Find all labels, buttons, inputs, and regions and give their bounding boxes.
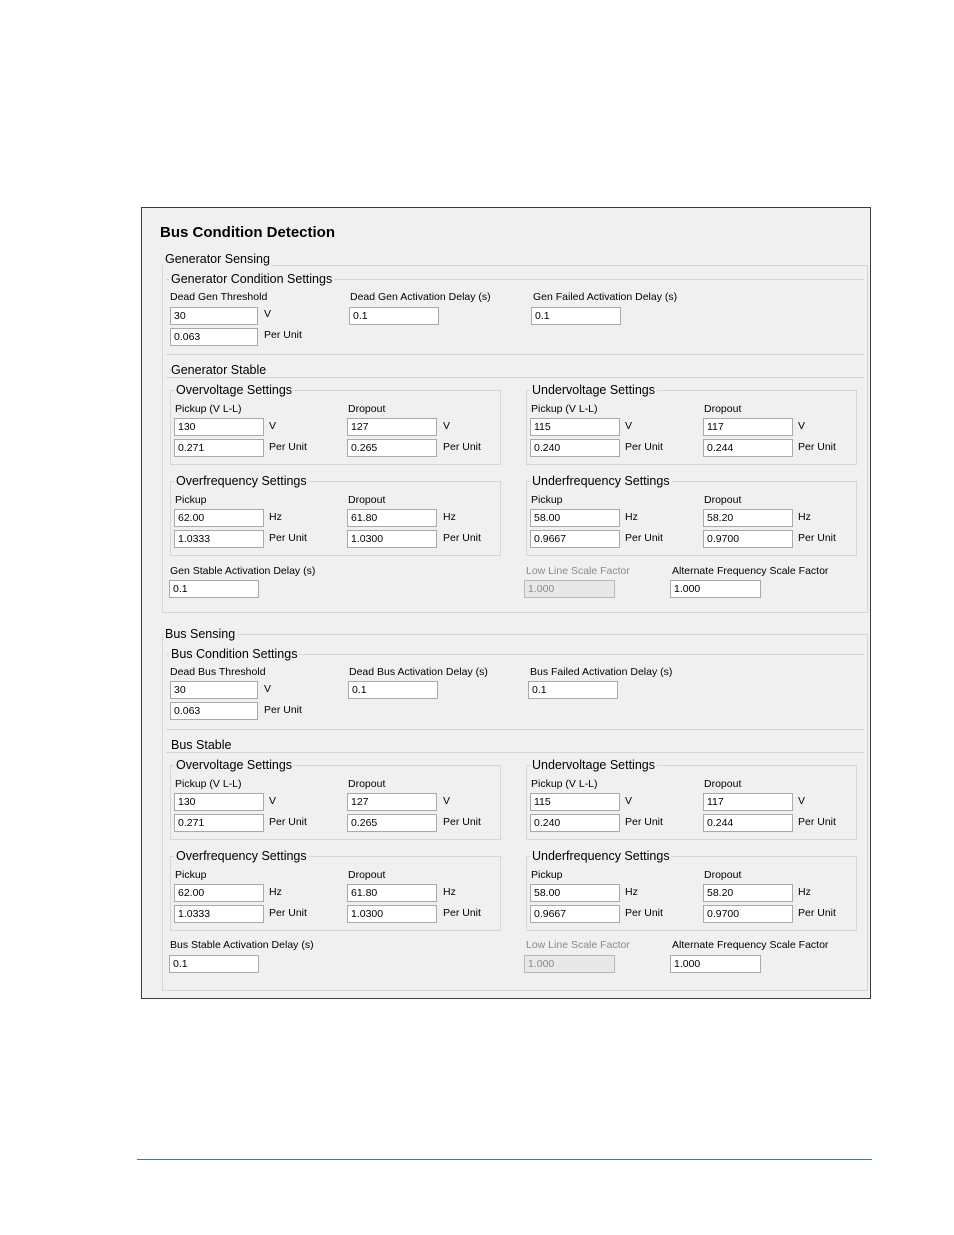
bus-of-dropout-hz-input[interactable] bbox=[347, 884, 437, 902]
unit-hertz: Hz bbox=[443, 511, 456, 523]
bus-low-line-scale-label: Low Line Scale Factor bbox=[526, 939, 630, 951]
unit-volts: V bbox=[798, 795, 806, 807]
unit-per-unit: Per Unit bbox=[269, 441, 307, 453]
page-footer-rule bbox=[137, 1159, 872, 1160]
gen-of-dropout-hz-input[interactable] bbox=[347, 509, 437, 527]
unit-hertz: Hz bbox=[798, 886, 811, 898]
unit-volts: V bbox=[264, 308, 272, 320]
bus-uv-dropout-v-input[interactable] bbox=[703, 793, 793, 811]
gen-failed-delay-input[interactable] bbox=[531, 307, 621, 325]
bus-ov-pickup-v-input[interactable] bbox=[174, 793, 264, 811]
unit-per-unit: Per Unit bbox=[798, 907, 836, 919]
unit-hertz: Hz bbox=[269, 511, 282, 523]
gen-uv-pickup-label: Pickup (V L-L) bbox=[531, 403, 598, 415]
dead-gen-delay-input[interactable] bbox=[349, 307, 439, 325]
dead-bus-threshold-v-input[interactable] bbox=[170, 681, 258, 699]
bus-ov-dropout-pu-input[interactable] bbox=[347, 814, 437, 832]
gen-stable-delay-input[interactable] bbox=[169, 580, 259, 598]
gen-uv-dropout-pu-input[interactable] bbox=[703, 439, 793, 457]
generator-stable-label: Generator Stable bbox=[171, 363, 267, 377]
gen-undervoltage-label: Undervoltage Settings bbox=[532, 383, 655, 397]
unit-hertz: Hz bbox=[269, 886, 282, 898]
gen-of-pickup-pu-input[interactable] bbox=[174, 530, 264, 548]
gen-underfrequency-label: Underfrequency Settings bbox=[532, 474, 670, 488]
bus-uf-pickup-pu-input[interactable] bbox=[530, 905, 620, 923]
dead-bus-threshold-pu-input[interactable] bbox=[170, 702, 258, 720]
gen-alt-freq-scale-label: Alternate Frequency Scale Factor bbox=[672, 565, 829, 577]
bus-uf-pickup-label: Pickup bbox=[531, 869, 563, 881]
panel-title: Bus Condition Detection bbox=[160, 224, 335, 241]
bus-uv-pickup-v-input[interactable] bbox=[530, 793, 620, 811]
bus-stable-divider bbox=[166, 752, 864, 753]
unit-volts: V bbox=[625, 420, 633, 432]
bus-alt-freq-scale-input[interactable] bbox=[670, 955, 761, 973]
unit-per-unit: Per Unit bbox=[443, 441, 481, 453]
bus-ov-pickup-pu-input[interactable] bbox=[174, 814, 264, 832]
unit-per-unit: Per Unit bbox=[269, 532, 307, 544]
gen-ov-dropout-pu-input[interactable] bbox=[347, 439, 437, 457]
unit-per-unit: Per Unit bbox=[625, 816, 663, 828]
gen-uv-pickup-pu-input[interactable] bbox=[530, 439, 620, 457]
bus-ov-dropout-label: Dropout bbox=[348, 778, 386, 790]
gen-ov-dropout-label: Dropout bbox=[348, 403, 386, 415]
bus-overfrequency-label: Overfrequency Settings bbox=[176, 849, 307, 863]
bus-condition-bottom-divider bbox=[166, 729, 864, 730]
gen-ov-dropout-v-input[interactable] bbox=[347, 418, 437, 436]
unit-per-unit: Per Unit bbox=[269, 907, 307, 919]
unit-per-unit: Per Unit bbox=[269, 816, 307, 828]
gen-uv-dropout-label: Dropout bbox=[704, 403, 742, 415]
gen-uf-pickup-label: Pickup bbox=[531, 494, 563, 506]
gen-of-pickup-hz-input[interactable] bbox=[174, 509, 264, 527]
bus-alt-freq-scale-label: Alternate Frequency Scale Factor bbox=[672, 939, 829, 951]
bus-uv-dropout-label: Dropout bbox=[704, 778, 742, 790]
dead-gen-threshold-v-input[interactable] bbox=[170, 307, 258, 325]
bus-underfrequency-label: Underfrequency Settings bbox=[532, 849, 670, 863]
unit-hertz: Hz bbox=[443, 886, 456, 898]
gen-uf-dropout-pu-input[interactable] bbox=[703, 530, 793, 548]
gen-ov-pickup-pu-input[interactable] bbox=[174, 439, 264, 457]
unit-per-unit: Per Unit bbox=[443, 532, 481, 544]
unit-per-unit: Per Unit bbox=[264, 329, 302, 341]
gen-of-dropout-label: Dropout bbox=[348, 494, 386, 506]
gen-alt-freq-scale-input[interactable] bbox=[670, 580, 761, 598]
bus-ov-pickup-label: Pickup (V L-L) bbox=[175, 778, 242, 790]
bus-ov-dropout-v-input[interactable] bbox=[347, 793, 437, 811]
unit-per-unit: Per Unit bbox=[625, 532, 663, 544]
gen-condition-bottom-divider bbox=[166, 354, 864, 355]
dead-bus-delay-input[interactable] bbox=[348, 681, 438, 699]
unit-per-unit: Per Unit bbox=[443, 907, 481, 919]
unit-hertz: Hz bbox=[625, 886, 638, 898]
unit-volts: V bbox=[269, 795, 277, 807]
unit-per-unit: Per Unit bbox=[443, 816, 481, 828]
unit-volts: V bbox=[625, 795, 633, 807]
bus-uf-dropout-hz-input[interactable] bbox=[703, 884, 793, 902]
bus-condition-detection-panel bbox=[141, 207, 871, 999]
gen-stable-divider bbox=[166, 377, 864, 378]
bus-uf-dropout-pu-input[interactable] bbox=[703, 905, 793, 923]
unit-volts: V bbox=[443, 420, 451, 432]
bus-undervoltage-label: Undervoltage Settings bbox=[532, 758, 655, 772]
gen-low-line-scale-label: Low Line Scale Factor bbox=[526, 565, 630, 577]
bus-sensing-label: Bus Sensing bbox=[165, 627, 236, 641]
gen-uv-pickup-v-input[interactable] bbox=[530, 418, 620, 436]
bus-of-dropout-pu-input[interactable] bbox=[347, 905, 437, 923]
gen-of-pickup-label: Pickup bbox=[175, 494, 207, 506]
gen-uf-dropout-label: Dropout bbox=[704, 494, 742, 506]
gen-uf-dropout-hz-input[interactable] bbox=[703, 509, 793, 527]
bus-overvoltage-label: Overvoltage Settings bbox=[176, 758, 293, 772]
gen-condition-settings-label: Generator Condition Settings bbox=[171, 272, 333, 286]
bus-stable-delay-label: Bus Stable Activation Delay (s) bbox=[170, 939, 314, 951]
gen-uf-pickup-pu-input[interactable] bbox=[530, 530, 620, 548]
gen-failed-delay-label: Gen Failed Activation Delay (s) bbox=[533, 291, 678, 303]
dead-gen-delay-label: Dead Gen Activation Delay (s) bbox=[350, 291, 491, 303]
bus-failed-delay-input[interactable] bbox=[528, 681, 618, 699]
unit-volts: V bbox=[269, 420, 277, 432]
dead-bus-delay-label: Dead Bus Activation Delay (s) bbox=[349, 666, 488, 678]
unit-hertz: Hz bbox=[625, 511, 638, 523]
bus-of-dropout-label: Dropout bbox=[348, 869, 386, 881]
bus-low-line-scale-input bbox=[524, 955, 615, 973]
unit-per-unit: Per Unit bbox=[798, 532, 836, 544]
bus-failed-delay-label: Bus Failed Activation Delay (s) bbox=[530, 666, 673, 678]
gen-uf-pickup-hz-input[interactable] bbox=[530, 509, 620, 527]
gen-of-dropout-pu-input[interactable] bbox=[347, 530, 437, 548]
bus-uv-pickup-pu-input[interactable] bbox=[530, 814, 620, 832]
bus-of-pickup-hz-input[interactable] bbox=[174, 884, 264, 902]
gen-ov-pickup-label: Pickup (V L-L) bbox=[175, 403, 242, 415]
bus-of-pickup-label: Pickup bbox=[175, 869, 207, 881]
bus-uf-pickup-hz-input[interactable] bbox=[530, 884, 620, 902]
gen-stable-delay-label: Gen Stable Activation Delay (s) bbox=[170, 565, 316, 577]
bus-uv-pickup-label: Pickup (V L-L) bbox=[531, 778, 598, 790]
gen-low-line-scale-input bbox=[524, 580, 615, 598]
bus-stable-delay-input[interactable] bbox=[169, 955, 259, 973]
dead-gen-threshold-pu-input[interactable] bbox=[170, 328, 258, 346]
unit-volts: V bbox=[264, 683, 272, 695]
unit-per-unit: Per Unit bbox=[798, 441, 836, 453]
unit-per-unit: Per Unit bbox=[625, 907, 663, 919]
unit-volts: V bbox=[798, 420, 806, 432]
gen-overvoltage-label: Overvoltage Settings bbox=[176, 383, 293, 397]
dead-bus-threshold-label: Dead Bus Threshold bbox=[170, 666, 266, 678]
gen-ov-pickup-v-input[interactable] bbox=[174, 418, 264, 436]
unit-per-unit: Per Unit bbox=[264, 704, 302, 716]
unit-per-unit: Per Unit bbox=[625, 441, 663, 453]
unit-volts: V bbox=[443, 795, 451, 807]
bus-of-pickup-pu-input[interactable] bbox=[174, 905, 264, 923]
generator-sensing-label: Generator Sensing bbox=[165, 252, 270, 266]
gen-uv-dropout-v-input[interactable] bbox=[703, 418, 793, 436]
unit-per-unit: Per Unit bbox=[798, 816, 836, 828]
bus-stable-label: Bus Stable bbox=[171, 738, 232, 752]
bus-uf-dropout-label: Dropout bbox=[704, 869, 742, 881]
bus-uv-dropout-pu-input[interactable] bbox=[703, 814, 793, 832]
unit-hertz: Hz bbox=[798, 511, 811, 523]
gen-overfrequency-label: Overfrequency Settings bbox=[176, 474, 307, 488]
dead-gen-threshold-label: Dead Gen Threshold bbox=[170, 291, 268, 303]
bus-condition-settings-label: Bus Condition Settings bbox=[171, 647, 298, 661]
